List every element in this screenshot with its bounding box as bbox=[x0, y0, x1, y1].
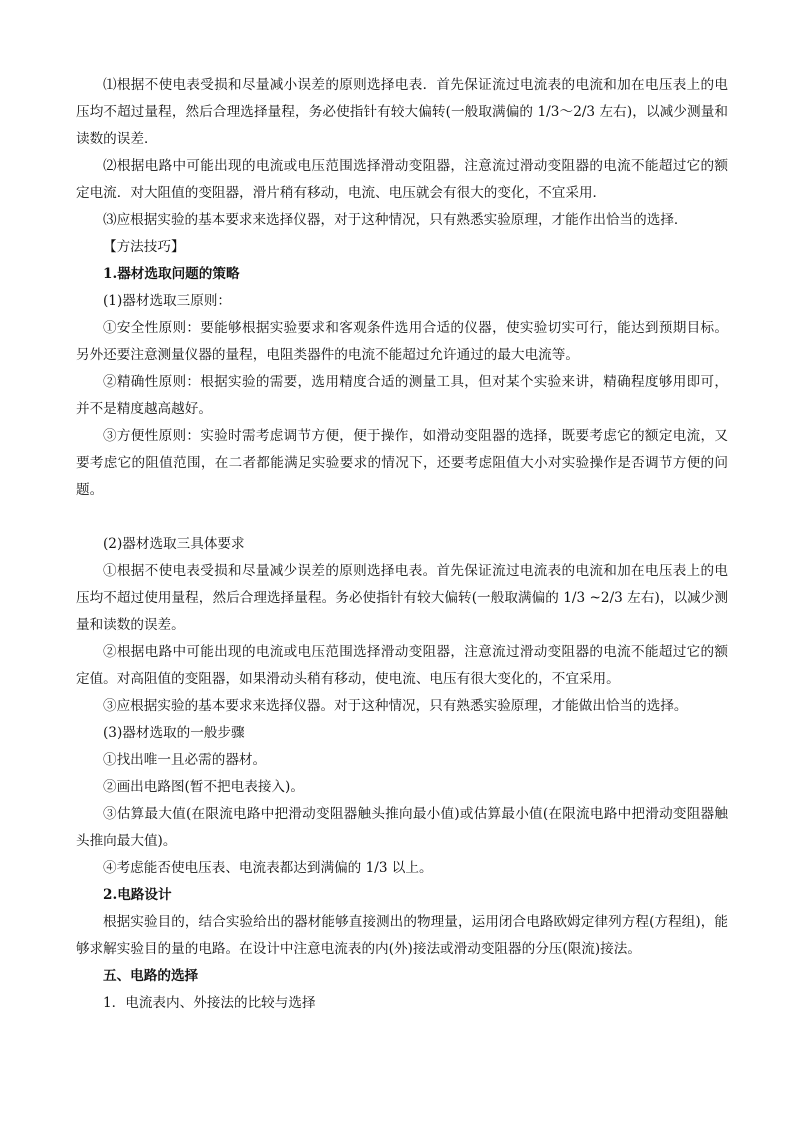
step-4: ④考虑能否使电压表、电流表都达到满偏的 1/3 以上。 bbox=[103, 860, 433, 876]
heading-circuit-design: 2.电路设计 bbox=[103, 887, 172, 903]
paragraph-accuracy-principle: ②精确性原则：根据实验的需要，选用精度合适的测量工具，但对某个实验来讲，精确程度够用即可，并不是精度越高越好。 bbox=[76, 374, 728, 417]
paragraph-1: ⑴根据不使电表受损和尽量减小误差的原则选择电表．首先保证流过电流表的电流和加在电压表上的电压均不超过量程，然后合理选择量程，务必使指针有较大偏转(一般取满偏的 1/3～2/3 左右)，以减少测量和读数的误差． bbox=[76, 77, 728, 147]
paragraph-convenience-principle: ③方便性原则：实验时需考虑调节方便，便于操作，如滑动变阻器的选择，既要考虑它的额定电流，又要考虑它的阻值范围，在二者都能满足实验要求的情况下，还要考虑阻值大小对实验操作是否调节方便的问题。 bbox=[76, 428, 728, 498]
heading-circuit-selection: 五、电路的选择 bbox=[103, 968, 199, 984]
blank-line bbox=[76, 504, 728, 531]
subheading-general-steps: (3)器材选取的一般步骤 bbox=[103, 725, 245, 741]
subheading-ammeter-connection: 1．电流表内、外接法的比较与选择 bbox=[103, 995, 316, 1011]
step-1: ①找出唯一且必需的器材。 bbox=[103, 752, 267, 768]
paragraph-3: ⑶应根据实验的基本要求来选择仪器，对于这种情况，只有熟悉实验原理，才能作出恰当的选择． bbox=[103, 212, 688, 228]
paragraph-2: ⑵根据电路中可能出现的电流或电压范围选择滑动变阻器，注意流过滑动变阻器的电流不能超过它的额定电流．对大阻值的变阻器，滑片稍有移动，电流、电压就会有很大的变化，不宜采用． bbox=[76, 158, 728, 201]
paragraph-meter-selection: ①根据不使电表受损和尽量减少误差的原则选择电表。首先保证流过电流表的电流和加在电压表上的电压均不超过使用量程，然后合理选择量程。务必使指针有较大偏转(一般取满偏的 1/3 ~2/3 左右)，以减少测量和读数的误差。 bbox=[76, 563, 728, 633]
step-3: ③估算最大值(在限流电路中把滑动变阻器触头推向最小值)或估算最小值(在限流电路中把滑动变阻器触头推向最大值)。 bbox=[76, 806, 728, 849]
paragraph-safety-principle: ①安全性原则：要能够根据实验要求和客观条件选用合适的仪器，使实验切实可行，能达到预期目标。另外还要注意测量仪器的量程，电阻类器件的电流不能超过允许通过的最大电流等。 bbox=[76, 320, 728, 363]
paragraph-instrument-selection: ③应根据实验的基本要求来选择仪器。对于这种情况，只有熟悉实验原理，才能做出恰当的选择。 bbox=[103, 698, 688, 714]
paragraph-circuit-design: 根据实验目的，结合实验给出的器材能够直接测出的物理量，运用闭合电路欧姆定律列方程(方程组)，能够求解实验目的量的电路。在设计中注意电流表的内(外)接法或滑动变阻器的分压(限流)接法。 bbox=[76, 914, 728, 957]
section-heading-method-tips: 【方法技巧】 bbox=[103, 239, 185, 255]
document-body bbox=[76, 72, 728, 1017]
subheading-three-principles: (1)器材选取三原则： bbox=[103, 293, 232, 309]
paragraph-rheostat-selection: ②根据电路中可能出现的电流或电压范围选择滑动变阻器，注意流过滑动变阻器的电流不能超过它的额定值。对高阻值的变阻器，如果滑动头稍有移动，使电流、电压有很大变化的，不宜采用。 bbox=[76, 644, 728, 687]
subheading-three-requirements: (2)器材选取三具体要求 bbox=[103, 536, 245, 552]
step-2: ②画出电路图(暂不把电表接入)。 bbox=[103, 779, 304, 795]
heading-equipment-strategy: 1.器材选取问题的策略 bbox=[103, 266, 240, 282]
